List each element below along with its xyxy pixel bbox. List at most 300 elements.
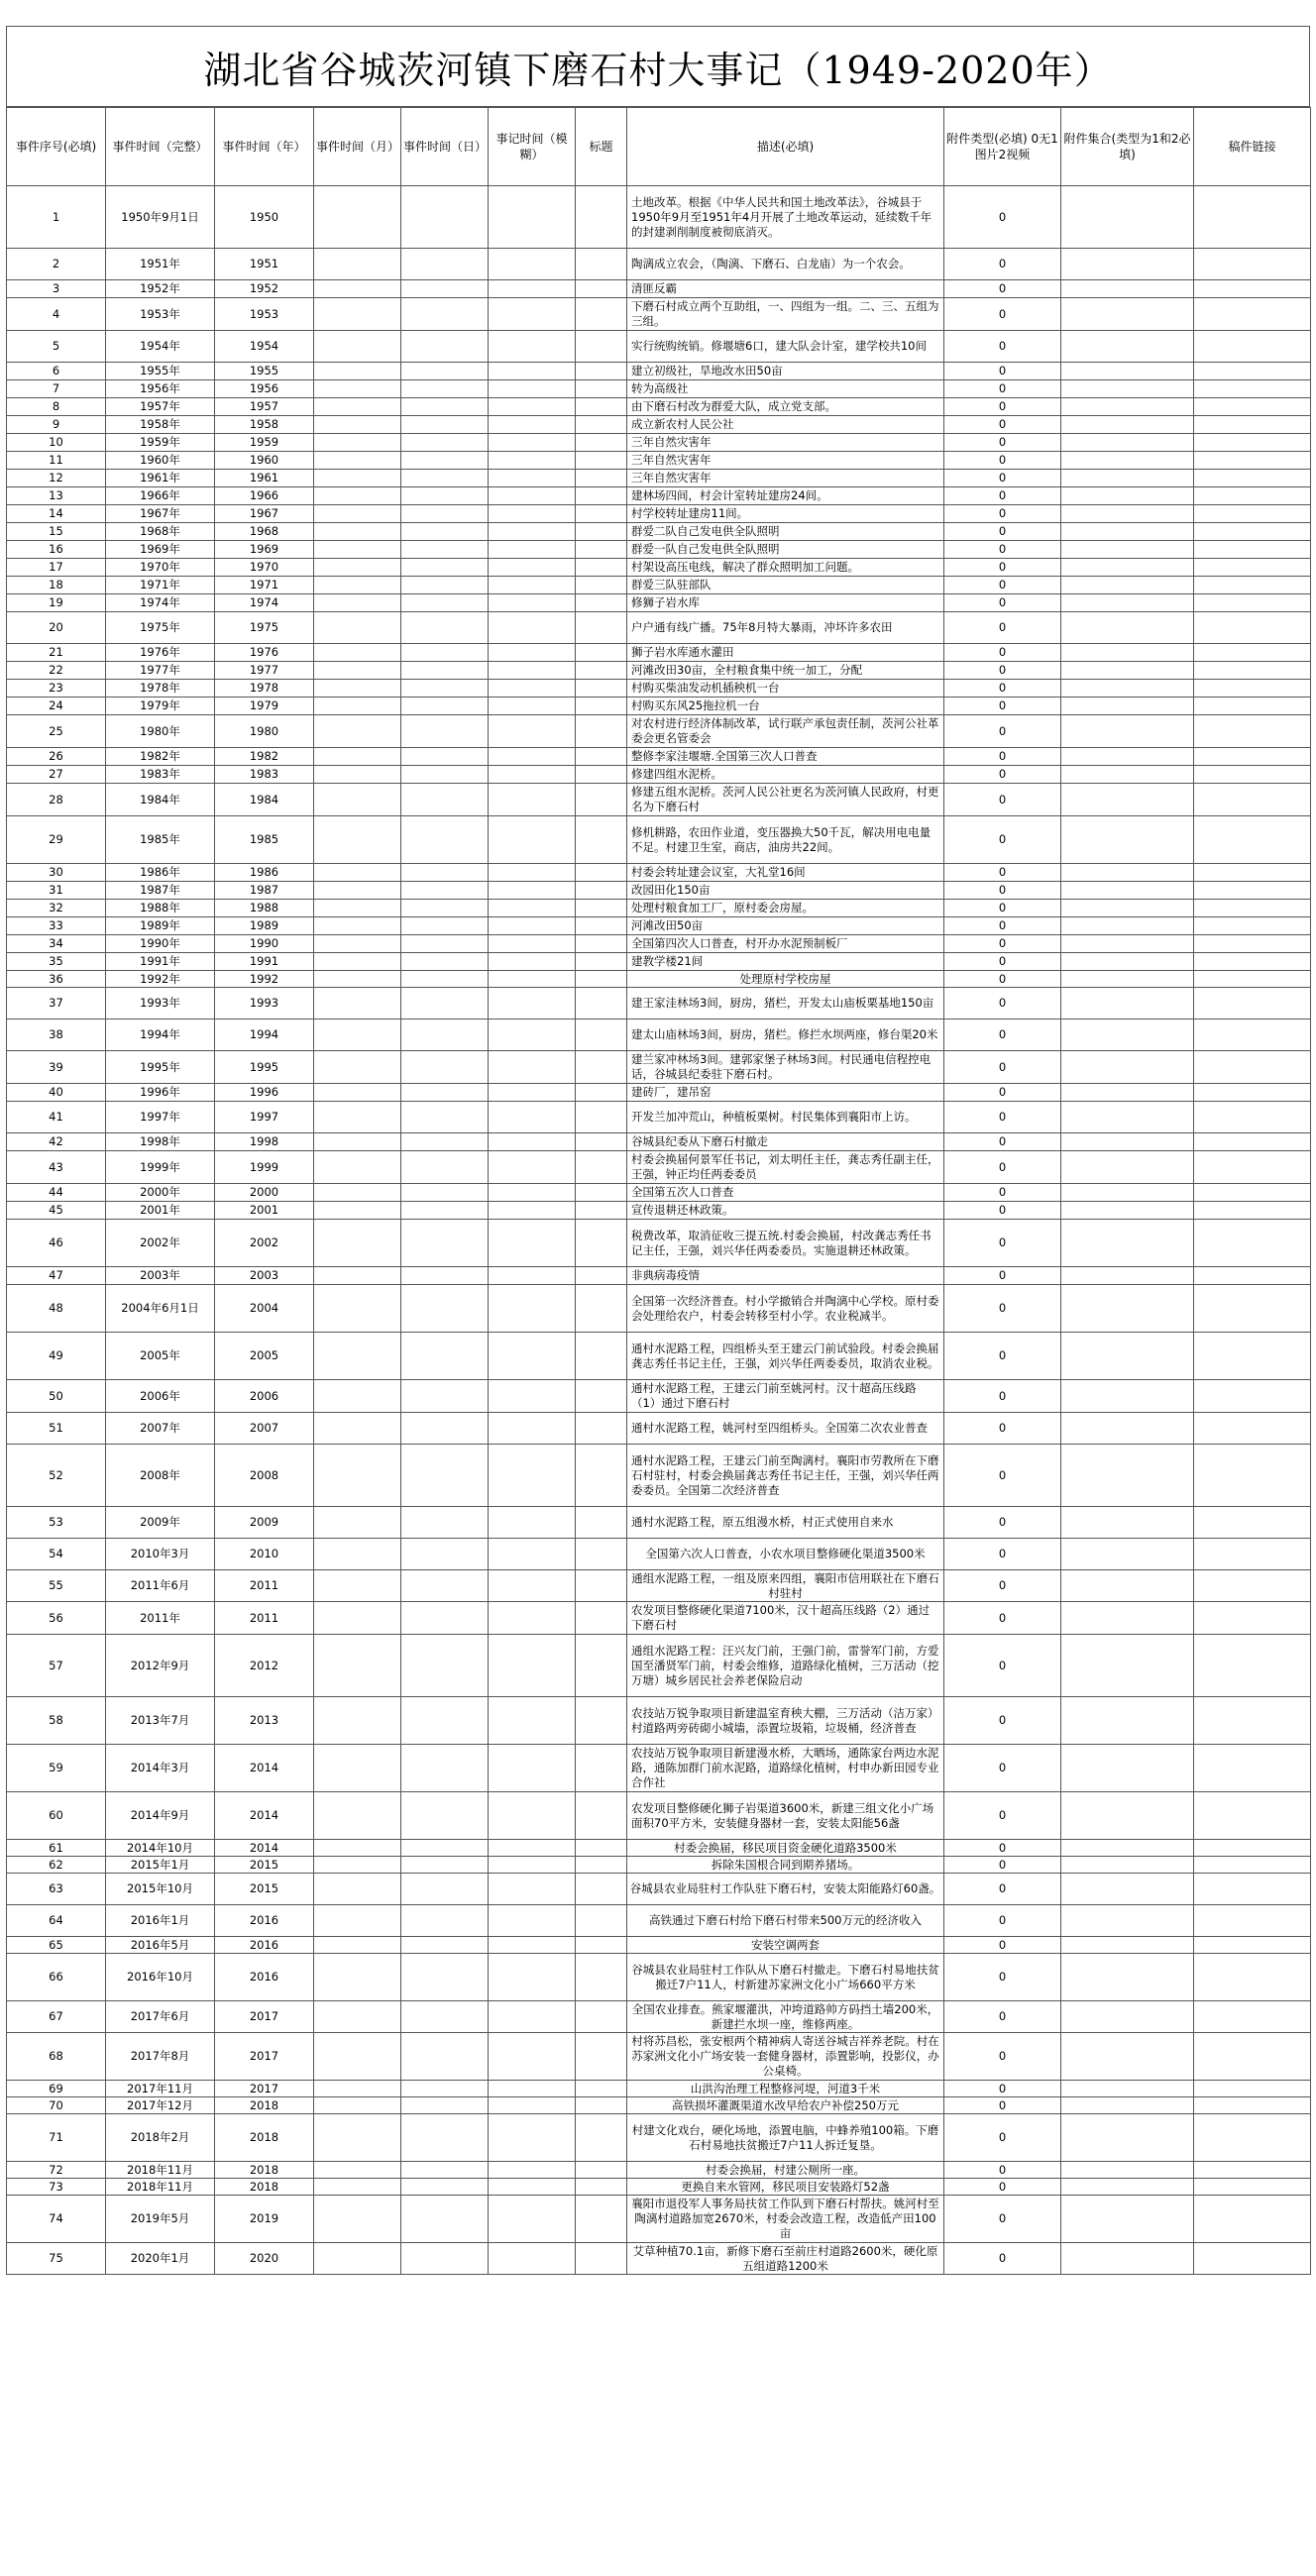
event-day-cell bbox=[401, 1954, 489, 2001]
event-description-cell: 全国农业排查。熊家堰灌洪，冲垮道路帅方码挡土墙200米，新建拦水坝一座，维修两座。 bbox=[627, 2001, 944, 2033]
attachment-type-cell: 0 bbox=[944, 380, 1061, 398]
header-cell: 附件类型(必填) 0无1图片2视频 bbox=[944, 108, 1061, 186]
attachment-set-cell bbox=[1061, 298, 1194, 331]
article-link-cell bbox=[1194, 577, 1311, 594]
table-row bbox=[7, 1905, 1311, 1937]
title-box bbox=[6, 26, 1310, 107]
event-title-cell bbox=[576, 1102, 627, 1133]
event-day-cell bbox=[401, 1697, 489, 1745]
attachment-set-cell bbox=[1061, 612, 1194, 644]
event-number-cell: 65 bbox=[7, 1937, 106, 1954]
attachment-type-cell: 0 bbox=[944, 559, 1061, 577]
table-row bbox=[7, 612, 1311, 644]
event-full-date-cell: 1958年 bbox=[106, 416, 215, 434]
article-link-cell bbox=[1194, 2033, 1311, 2081]
attachment-type-cell: 0 bbox=[944, 953, 1061, 971]
event-fuzzy-date-cell bbox=[489, 416, 576, 434]
event-full-date-cell: 1950年9月1日 bbox=[106, 186, 215, 249]
event-description-cell: 清匪反霸 bbox=[627, 280, 944, 298]
table-row bbox=[7, 698, 1311, 715]
event-title-cell bbox=[576, 900, 627, 917]
attachment-set-cell bbox=[1061, 416, 1194, 434]
event-full-date-cell: 2003年 bbox=[106, 1267, 215, 1285]
event-day-cell bbox=[401, 766, 489, 784]
article-link-cell bbox=[1194, 784, 1311, 816]
event-fuzzy-date-cell bbox=[489, 864, 576, 882]
event-year-cell: 2020 bbox=[215, 2243, 314, 2275]
event-year-cell: 1950 bbox=[215, 186, 314, 249]
event-full-date-cell: 2011年 bbox=[106, 1602, 215, 1635]
event-title-cell bbox=[576, 1857, 627, 1874]
attachment-type-cell: 0 bbox=[944, 541, 1061, 559]
event-description-cell: 通村水泥路工程，王建云门前至陶漓村。襄阳市劳教所在下磨石村驻村，村委会换届龚志秀任书记主任，王强，刘兴华任两委委员。全国第二次经济普查 bbox=[627, 1445, 944, 1507]
event-description-cell: 修建四组水泥桥。 bbox=[627, 766, 944, 784]
event-title-cell bbox=[576, 1267, 627, 1285]
event-description-cell: 土地改革。根据《中华人民共和国土地改革法》，谷城县于1950年9月至1951年4月开展了土地改革运动，延续数千年的封建剥削制度被彻底消灭。 bbox=[627, 186, 944, 249]
event-description-cell: 谷城县农业局驻村工作队从下磨石村撤走。下磨石村易地扶贫搬迁7户11人，村新建苏家洲文化小广场660平方米 bbox=[627, 1954, 944, 2001]
attachment-set-cell bbox=[1061, 1539, 1194, 1570]
event-day-cell bbox=[401, 1570, 489, 1602]
event-day-cell bbox=[401, 953, 489, 971]
article-link-cell bbox=[1194, 816, 1311, 864]
table-row bbox=[7, 784, 1311, 816]
event-description-cell: 村委会换届，移民项目资金硬化道路3500米 bbox=[627, 1840, 944, 1857]
attachment-type-cell: 0 bbox=[944, 1857, 1061, 1874]
event-day-cell bbox=[401, 280, 489, 298]
page-title: 湖北省谷城茨河镇下磨石村大事记（1949-2020年） bbox=[203, 48, 1113, 92]
event-description-cell: 谷城县纪委从下磨石村撤走 bbox=[627, 1133, 944, 1151]
attachment-set-cell bbox=[1061, 1020, 1194, 1051]
event-day-cell bbox=[401, 505, 489, 523]
event-year-cell: 1966 bbox=[215, 487, 314, 505]
attachment-set-cell bbox=[1061, 1570, 1194, 1602]
document-sheet bbox=[6, 26, 1310, 2275]
attachment-set-cell bbox=[1061, 1380, 1194, 1413]
attachment-set-cell bbox=[1061, 988, 1194, 1020]
event-fuzzy-date-cell bbox=[489, 1507, 576, 1539]
event-year-cell: 2014 bbox=[215, 1792, 314, 1840]
event-month-cell bbox=[314, 577, 401, 594]
event-year-cell: 1986 bbox=[215, 864, 314, 882]
event-description-cell: 建兰家冲林场3间。建郭家堡子林场3间。村民通电信程控电话，谷城县纪委驻下磨石村。 bbox=[627, 1051, 944, 1084]
attachment-set-cell bbox=[1061, 2114, 1194, 2162]
table-row bbox=[7, 1380, 1311, 1413]
event-year-cell: 2017 bbox=[215, 2001, 314, 2033]
event-fuzzy-date-cell bbox=[489, 331, 576, 363]
event-description-cell: 农发项目整修硬化渠道7100米，汉十超高压线路（2）通过下磨石村 bbox=[627, 1602, 944, 1635]
event-month-cell bbox=[314, 1905, 401, 1937]
article-link-cell bbox=[1194, 559, 1311, 577]
event-number-cell: 26 bbox=[7, 748, 106, 766]
event-year-cell: 2014 bbox=[215, 1745, 314, 1792]
event-description-cell: 农发项目整修硬化狮子岩渠道3600米，新建三组文化小广场面积70平方米，安装健身器材一套，安装太阳能56盏 bbox=[627, 1792, 944, 1840]
event-year-cell: 1997 bbox=[215, 1102, 314, 1133]
event-day-cell bbox=[401, 1857, 489, 1874]
event-full-date-cell: 1969年 bbox=[106, 541, 215, 559]
article-link-cell bbox=[1194, 2097, 1311, 2114]
event-day-cell bbox=[401, 748, 489, 766]
attachment-set-cell bbox=[1061, 1937, 1194, 1954]
event-title-cell bbox=[576, 298, 627, 331]
attachment-set-cell bbox=[1061, 2179, 1194, 2196]
article-link-cell bbox=[1194, 380, 1311, 398]
attachment-set-cell bbox=[1061, 1051, 1194, 1084]
event-full-date-cell: 2008年 bbox=[106, 1445, 215, 1507]
event-year-cell: 1995 bbox=[215, 1051, 314, 1084]
event-number-cell: 51 bbox=[7, 1413, 106, 1445]
events-table bbox=[6, 107, 1311, 2275]
event-year-cell: 2000 bbox=[215, 1184, 314, 1202]
event-month-cell bbox=[314, 1745, 401, 1792]
event-title-cell bbox=[576, 2001, 627, 2033]
event-description-cell: 通村水泥路工程，姚河村至四组桥头。全国第二次农业普查 bbox=[627, 1413, 944, 1445]
event-full-date-cell: 2012年9月 bbox=[106, 1635, 215, 1697]
attachment-set-cell bbox=[1061, 1285, 1194, 1333]
article-link-cell bbox=[1194, 2196, 1311, 2243]
article-link-cell bbox=[1194, 1184, 1311, 1202]
table-row bbox=[7, 1840, 1311, 1857]
table-row bbox=[7, 1635, 1311, 1697]
article-link-cell bbox=[1194, 971, 1311, 988]
event-month-cell bbox=[314, 988, 401, 1020]
event-number-cell: 24 bbox=[7, 698, 106, 715]
event-day-cell bbox=[401, 698, 489, 715]
event-day-cell bbox=[401, 680, 489, 698]
article-link-cell bbox=[1194, 1874, 1311, 1905]
event-description-cell: 建立初级社，旱地改水田50亩 bbox=[627, 363, 944, 380]
article-link-cell bbox=[1194, 900, 1311, 917]
header-cell: 事件序号(必填) bbox=[7, 108, 106, 186]
event-fuzzy-date-cell bbox=[489, 249, 576, 280]
event-month-cell bbox=[314, 523, 401, 541]
event-fuzzy-date-cell bbox=[489, 2097, 576, 2114]
event-full-date-cell: 1980年 bbox=[106, 715, 215, 748]
event-title-cell bbox=[576, 2033, 627, 2081]
event-full-date-cell: 1954年 bbox=[106, 331, 215, 363]
event-month-cell bbox=[314, 2196, 401, 2243]
table-row bbox=[7, 900, 1311, 917]
attachment-type-cell: 0 bbox=[944, 1151, 1061, 1184]
attachment-set-cell bbox=[1061, 1954, 1194, 2001]
event-title-cell bbox=[576, 2162, 627, 2179]
event-title-cell bbox=[576, 1954, 627, 2001]
event-full-date-cell: 2014年10月 bbox=[106, 1840, 215, 1857]
article-link-cell bbox=[1194, 2001, 1311, 2033]
attachment-type-cell: 0 bbox=[944, 331, 1061, 363]
event-description-cell: 谷城县农业局驻村工作队驻下磨石村，安装太阳能路灯60盏。 bbox=[627, 1874, 944, 1905]
event-title-cell bbox=[576, 434, 627, 452]
table-row bbox=[7, 1084, 1311, 1102]
article-link-cell bbox=[1194, 935, 1311, 953]
event-full-date-cell: 1974年 bbox=[106, 594, 215, 612]
article-link-cell bbox=[1194, 1840, 1311, 1857]
attachment-set-cell bbox=[1061, 1857, 1194, 1874]
event-year-cell: 1955 bbox=[215, 363, 314, 380]
event-day-cell bbox=[401, 1507, 489, 1539]
attachment-set-cell bbox=[1061, 577, 1194, 594]
event-month-cell bbox=[314, 698, 401, 715]
event-number-cell: 18 bbox=[7, 577, 106, 594]
article-link-cell bbox=[1194, 1905, 1311, 1937]
event-year-cell: 1994 bbox=[215, 1020, 314, 1051]
event-month-cell bbox=[314, 917, 401, 935]
attachment-set-cell bbox=[1061, 1184, 1194, 1202]
event-month-cell bbox=[314, 594, 401, 612]
event-day-cell bbox=[401, 1602, 489, 1635]
event-fuzzy-date-cell bbox=[489, 766, 576, 784]
article-link-cell bbox=[1194, 1857, 1311, 1874]
article-link-cell bbox=[1194, 766, 1311, 784]
event-description-cell: 建林场四间，村会计室转址建房24间。 bbox=[627, 487, 944, 505]
event-day-cell bbox=[401, 1905, 489, 1937]
event-fuzzy-date-cell bbox=[489, 594, 576, 612]
article-link-cell bbox=[1194, 470, 1311, 487]
event-number-cell: 30 bbox=[7, 864, 106, 882]
event-month-cell bbox=[314, 380, 401, 398]
event-year-cell: 2018 bbox=[215, 2162, 314, 2179]
event-number-cell: 34 bbox=[7, 935, 106, 953]
event-month-cell bbox=[314, 1285, 401, 1333]
article-link-cell bbox=[1194, 2114, 1311, 2162]
attachment-type-cell: 0 bbox=[944, 917, 1061, 935]
event-month-cell bbox=[314, 1151, 401, 1184]
table-row bbox=[7, 1539, 1311, 1570]
header-cell: 事件时间（年） bbox=[215, 108, 314, 186]
table-row bbox=[7, 1333, 1311, 1380]
event-fuzzy-date-cell bbox=[489, 612, 576, 644]
event-number-cell: 61 bbox=[7, 1840, 106, 1857]
article-link-cell bbox=[1194, 398, 1311, 416]
event-year-cell: 1970 bbox=[215, 559, 314, 577]
event-fuzzy-date-cell bbox=[489, 505, 576, 523]
attachment-type-cell: 0 bbox=[944, 523, 1061, 541]
event-day-cell bbox=[401, 1285, 489, 1333]
event-day-cell bbox=[401, 1792, 489, 1840]
attachment-type-cell: 0 bbox=[944, 748, 1061, 766]
event-full-date-cell: 1967年 bbox=[106, 505, 215, 523]
event-number-cell: 36 bbox=[7, 971, 106, 988]
attachment-set-cell bbox=[1061, 766, 1194, 784]
attachment-type-cell: 0 bbox=[944, 864, 1061, 882]
event-description-cell: 修建五组水泥桥。茨河人民公社更名为茨河镇人民政府，村更名为下磨石村 bbox=[627, 784, 944, 816]
event-month-cell bbox=[314, 1937, 401, 1954]
event-year-cell: 1987 bbox=[215, 882, 314, 900]
event-title-cell bbox=[576, 487, 627, 505]
attachment-type-cell: 0 bbox=[944, 698, 1061, 715]
event-title-cell bbox=[576, 1380, 627, 1413]
attachment-type-cell: 0 bbox=[944, 900, 1061, 917]
event-fuzzy-date-cell bbox=[489, 748, 576, 766]
attachment-type-cell: 0 bbox=[944, 298, 1061, 331]
table-row bbox=[7, 523, 1311, 541]
event-description-cell: 由下磨石村改为群爱大队，成立党支部。 bbox=[627, 398, 944, 416]
event-month-cell bbox=[314, 1267, 401, 1285]
event-year-cell: 1971 bbox=[215, 577, 314, 594]
attachment-type-cell: 0 bbox=[944, 1285, 1061, 1333]
event-number-cell: 45 bbox=[7, 1202, 106, 1220]
event-month-cell bbox=[314, 766, 401, 784]
attachment-type-cell: 0 bbox=[944, 971, 1061, 988]
event-description-cell: 农技站万锐争取项目新建温室育秧大棚，三万活动（洁万家）村道路两旁砖砌小城墙，添置垃圾箱，垃圾桶，经济普查 bbox=[627, 1697, 944, 1745]
event-full-date-cell: 1994年 bbox=[106, 1020, 215, 1051]
event-month-cell bbox=[314, 280, 401, 298]
event-month-cell bbox=[314, 1380, 401, 1413]
event-month-cell bbox=[314, 541, 401, 559]
event-year-cell: 2006 bbox=[215, 1380, 314, 1413]
event-title-cell bbox=[576, 698, 627, 715]
event-month-cell bbox=[314, 1102, 401, 1133]
event-number-cell: 14 bbox=[7, 505, 106, 523]
event-title-cell bbox=[576, 1151, 627, 1184]
event-fuzzy-date-cell bbox=[489, 1697, 576, 1745]
event-month-cell bbox=[314, 2097, 401, 2114]
event-full-date-cell: 1997年 bbox=[106, 1102, 215, 1133]
event-fuzzy-date-cell bbox=[489, 1570, 576, 1602]
table-row bbox=[7, 2179, 1311, 2196]
attachment-type-cell: 0 bbox=[944, 816, 1061, 864]
event-number-cell: 12 bbox=[7, 470, 106, 487]
event-year-cell: 2001 bbox=[215, 1202, 314, 1220]
event-fuzzy-date-cell bbox=[489, 298, 576, 331]
event-fuzzy-date-cell bbox=[489, 2001, 576, 2033]
event-full-date-cell: 2015年10月 bbox=[106, 1874, 215, 1905]
event-full-date-cell: 1959年 bbox=[106, 434, 215, 452]
event-fuzzy-date-cell bbox=[489, 1267, 576, 1285]
event-title-cell bbox=[576, 470, 627, 487]
event-number-cell: 17 bbox=[7, 559, 106, 577]
event-year-cell: 1951 bbox=[215, 249, 314, 280]
event-full-date-cell: 2017年6月 bbox=[106, 2001, 215, 2033]
event-description-cell: 村将苏昌松，张安根两个精神病人寄送谷城吉祥养老院。村在苏家洲文化小广场安装一套健身器材，添置影响，投影仪，办公桌椅。 bbox=[627, 2033, 944, 2081]
article-link-cell bbox=[1194, 1102, 1311, 1133]
attachment-set-cell bbox=[1061, 1745, 1194, 1792]
event-year-cell: 1996 bbox=[215, 1084, 314, 1102]
event-title-cell bbox=[576, 1635, 627, 1697]
event-fuzzy-date-cell bbox=[489, 1937, 576, 1954]
attachment-set-cell bbox=[1061, 487, 1194, 505]
event-year-cell: 2013 bbox=[215, 1697, 314, 1745]
table-row bbox=[7, 1445, 1311, 1507]
event-day-cell bbox=[401, 1745, 489, 1792]
event-month-cell bbox=[314, 1202, 401, 1220]
attachment-set-cell bbox=[1061, 662, 1194, 680]
event-title-cell bbox=[576, 186, 627, 249]
event-fuzzy-date-cell bbox=[489, 577, 576, 594]
attachment-set-cell bbox=[1061, 1792, 1194, 1840]
event-fuzzy-date-cell bbox=[489, 680, 576, 698]
event-fuzzy-date-cell bbox=[489, 1220, 576, 1267]
header-row bbox=[7, 108, 1311, 186]
event-year-cell: 1983 bbox=[215, 766, 314, 784]
table-row bbox=[7, 1202, 1311, 1220]
article-link-cell bbox=[1194, 363, 1311, 380]
event-fuzzy-date-cell bbox=[489, 523, 576, 541]
attachment-set-cell bbox=[1061, 505, 1194, 523]
event-fuzzy-date-cell bbox=[489, 1857, 576, 1874]
event-title-cell bbox=[576, 363, 627, 380]
attachment-set-cell bbox=[1061, 1267, 1194, 1285]
event-title-cell bbox=[576, 917, 627, 935]
event-month-cell bbox=[314, 662, 401, 680]
attachment-set-cell bbox=[1061, 1840, 1194, 1857]
event-year-cell: 1975 bbox=[215, 612, 314, 644]
attachment-type-cell: 0 bbox=[944, 1697, 1061, 1745]
attachment-set-cell bbox=[1061, 864, 1194, 882]
event-title-cell bbox=[576, 1570, 627, 1602]
event-year-cell: 1954 bbox=[215, 331, 314, 363]
table-row bbox=[7, 1151, 1311, 1184]
event-number-cell: 27 bbox=[7, 766, 106, 784]
table-row bbox=[7, 971, 1311, 988]
event-number-cell: 75 bbox=[7, 2243, 106, 2275]
event-fuzzy-date-cell bbox=[489, 1051, 576, 1084]
event-number-cell: 63 bbox=[7, 1874, 106, 1905]
event-full-date-cell: 2013年7月 bbox=[106, 1697, 215, 1745]
event-fuzzy-date-cell bbox=[489, 1905, 576, 1937]
event-fuzzy-date-cell bbox=[489, 698, 576, 715]
event-day-cell bbox=[401, 715, 489, 748]
event-description-cell: 实行统购统销。修堰塘6口，建大队会计室，建学校共10间 bbox=[627, 331, 944, 363]
article-link-cell bbox=[1194, 1267, 1311, 1285]
article-link-cell bbox=[1194, 2243, 1311, 2275]
attachment-type-cell: 0 bbox=[944, 1267, 1061, 1285]
attachment-type-cell: 0 bbox=[944, 2162, 1061, 2179]
event-description-cell: 高铁通过下磨石村给下磨石村带来500万元的经济收入 bbox=[627, 1905, 944, 1937]
event-full-date-cell: 2018年11月 bbox=[106, 2162, 215, 2179]
table-row bbox=[7, 249, 1311, 280]
event-title-cell bbox=[576, 680, 627, 698]
attachment-type-cell: 0 bbox=[944, 2001, 1061, 2033]
event-fuzzy-date-cell bbox=[489, 662, 576, 680]
event-title-cell bbox=[576, 1285, 627, 1333]
event-day-cell bbox=[401, 816, 489, 864]
attachment-type-cell: 0 bbox=[944, 1202, 1061, 1220]
event-number-cell: 73 bbox=[7, 2179, 106, 2196]
event-year-cell: 1974 bbox=[215, 594, 314, 612]
event-year-cell: 1968 bbox=[215, 523, 314, 541]
event-year-cell: 2017 bbox=[215, 2033, 314, 2081]
event-full-date-cell: 1985年 bbox=[106, 816, 215, 864]
attachment-type-cell: 0 bbox=[944, 1635, 1061, 1697]
event-fuzzy-date-cell bbox=[489, 935, 576, 953]
article-link-cell bbox=[1194, 1151, 1311, 1184]
article-link-cell bbox=[1194, 864, 1311, 882]
attachment-set-cell bbox=[1061, 1133, 1194, 1151]
attachment-type-cell: 0 bbox=[944, 363, 1061, 380]
table-row bbox=[7, 331, 1311, 363]
event-month-cell bbox=[314, 1792, 401, 1840]
table-row bbox=[7, 935, 1311, 953]
event-month-cell bbox=[314, 971, 401, 988]
event-year-cell: 2016 bbox=[215, 1937, 314, 1954]
event-fuzzy-date-cell bbox=[489, 1184, 576, 1202]
event-full-date-cell: 1975年 bbox=[106, 612, 215, 644]
article-link-cell bbox=[1194, 644, 1311, 662]
attachment-set-cell bbox=[1061, 1697, 1194, 1745]
attachment-type-cell: 0 bbox=[944, 715, 1061, 748]
event-month-cell bbox=[314, 748, 401, 766]
event-title-cell bbox=[576, 1539, 627, 1570]
attachment-set-cell bbox=[1061, 953, 1194, 971]
event-number-cell: 19 bbox=[7, 594, 106, 612]
attachment-set-cell bbox=[1061, 331, 1194, 363]
attachment-set-cell bbox=[1061, 1874, 1194, 1905]
event-full-date-cell: 1979年 bbox=[106, 698, 215, 715]
event-fuzzy-date-cell bbox=[489, 398, 576, 416]
event-title-cell bbox=[576, 1507, 627, 1539]
event-title-cell bbox=[576, 1792, 627, 1840]
header-cell: 事件时间（月） bbox=[314, 108, 401, 186]
